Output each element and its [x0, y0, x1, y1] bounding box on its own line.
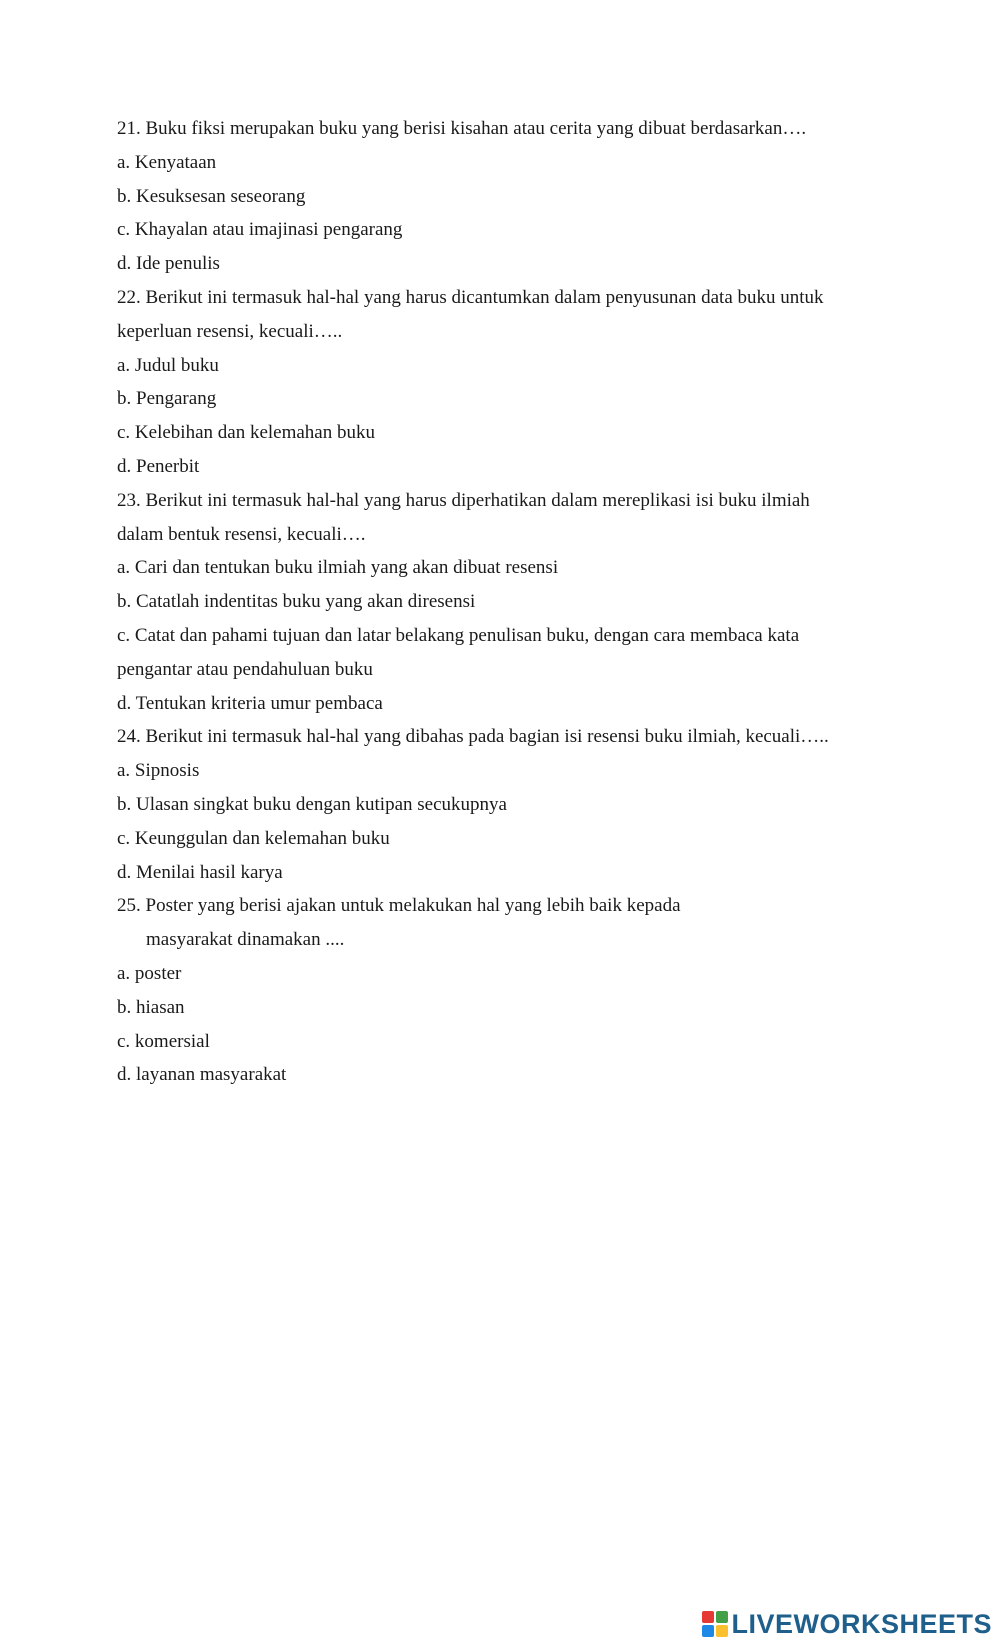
logo-square-red: [702, 1611, 714, 1623]
question-23: [117, 484, 877, 721]
option-c[interactable]: c. Kelebihan dan kelemahan buku: [117, 422, 375, 444]
option-d[interactable]: d. Ide penulis: [117, 253, 220, 275]
option-c[interactable]: c. Khayalan atau imajinasi pengarang: [117, 219, 403, 241]
option-a[interactable]: a. Judul buku: [117, 354, 219, 376]
question-22: [117, 281, 877, 484]
question-21: [117, 112, 877, 281]
logo-square-blue: [702, 1625, 714, 1637]
option-b[interactable]: b. Ulasan singkat buku dengan kutipan secukupnya: [117, 793, 507, 815]
question-text: 21. Buku fiksi merupakan buku yang berisi kisahan atau cerita yang dibuat berdasarkan….: [117, 118, 807, 139]
option-a[interactable]: a. Sipnosis: [117, 760, 200, 782]
question-text: 23. Berikut ini termasuk hal-hal yang harus diperhatikan dalam mereplikasi isi buku ilmiah: [117, 489, 810, 511]
watermark-text: LIVEWORKSHEETS: [731, 1608, 992, 1639]
option-b[interactable]: b. Kesuksesan seseorang: [117, 185, 306, 207]
question-24: [117, 720, 877, 889]
option-c[interactable]: c. komersial: [117, 1030, 210, 1052]
question-text: 25. Poster yang berisi ajakan untuk melakukan hal yang lebih baik kepada: [117, 895, 681, 917]
question-text: 24. Berikut ini termasuk hal-hal yang dibahas pada bagian isi resensi buku ilmiah, kecuali…..: [117, 726, 829, 748]
option-a[interactable]: a. Cari dan tentukan buku ilmiah yang akan dibuat resensi: [117, 557, 559, 579]
question-text: 22. Berikut ini termasuk hal-hal yang harus dicantumkan dalam penyusunan data buku untuk: [117, 286, 824, 308]
option-b[interactable]: b. Pengarang: [117, 388, 217, 410]
option-c[interactable]: c. Catat dan pahami tujuan dan latar belakang penulisan buku, dengan cara membaca kata: [117, 624, 800, 646]
option-c[interactable]: c. Keunggulan dan kelemahan buku: [117, 827, 390, 849]
question-text-continued: dalam bentuk resensi, kecuali….: [117, 523, 366, 545]
liveworksheets-logo-icon: [702, 1611, 728, 1637]
option-b[interactable]: b. hiasan: [117, 996, 185, 1018]
question-text-continued: keperluan resensi, kecuali…..: [117, 320, 343, 342]
option-c-continued[interactable]: pengantar atau pendahuluan buku: [117, 658, 373, 680]
logo-square-yellow: [716, 1625, 728, 1637]
option-d[interactable]: d. Menilai hasil karya: [117, 861, 283, 883]
option-b[interactable]: b. Catatlah indentitas buku yang akan diresensi: [117, 591, 476, 613]
option-d[interactable]: d. Penerbit: [117, 455, 200, 477]
worksheet-body: [117, 112, 877, 1092]
liveworksheets-watermark: [702, 1609, 992, 1639]
option-d[interactable]: d. layanan masyarakat: [117, 1064, 287, 1086]
question-25: [117, 889, 877, 1092]
logo-square-green: [716, 1611, 728, 1623]
option-a[interactable]: a. Kenyataan: [117, 151, 217, 173]
option-a[interactable]: a. poster: [117, 962, 182, 984]
question-text-continued: masyarakat dinamakan ....: [146, 929, 345, 951]
option-d[interactable]: d. Tentukan kriteria umur pembaca: [117, 692, 383, 714]
